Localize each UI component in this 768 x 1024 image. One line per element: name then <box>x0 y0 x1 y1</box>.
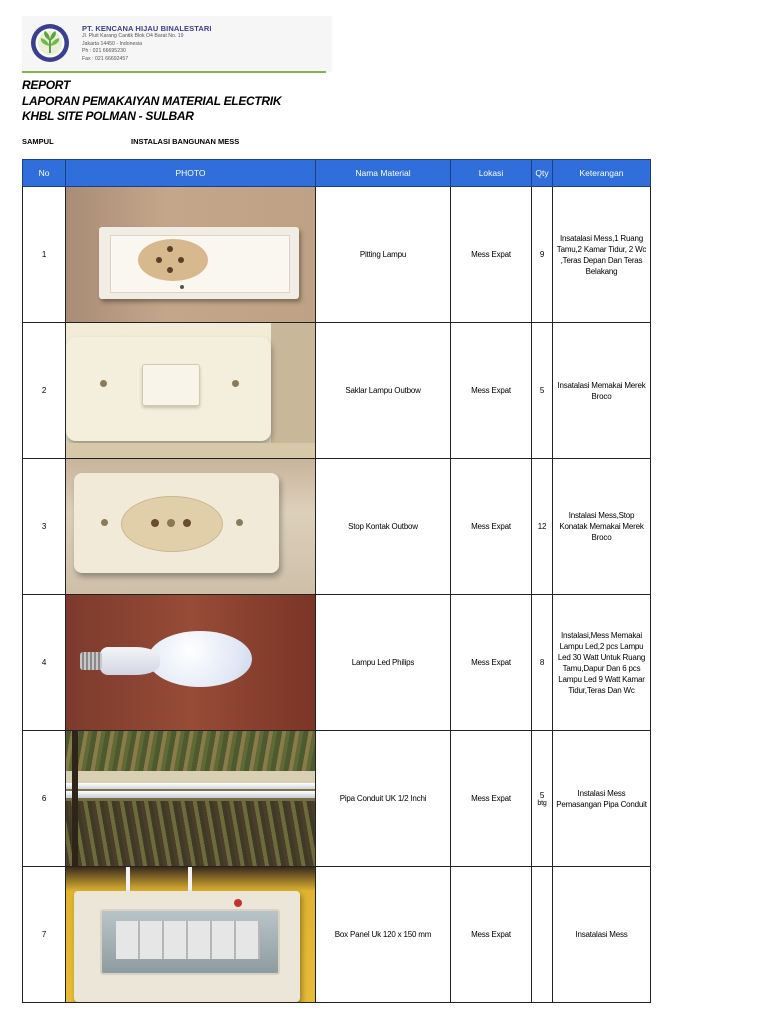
qty-value: 12 <box>537 522 547 531</box>
letterhead-rule <box>22 71 326 73</box>
cell-photo <box>66 731 316 867</box>
cell-lokasi: Mess Expat <box>451 731 532 867</box>
cell-keterangan: Instalasi,Mess Memakai Lampu Led,2 pcs Lampu Led 30 Watt Untuk Ruang Tamu,Dapur Dan 6 pcs Lampu Led 9 Watt Kamar Tidur,Teras Dan Wc <box>553 595 651 731</box>
header-qty: Qty <box>532 160 553 187</box>
cell-no: 4 <box>23 595 66 731</box>
header-lokasi: Lokasi <box>451 160 532 187</box>
cell-qty <box>532 731 553 867</box>
cell-no: 7 <box>23 867 66 1003</box>
cell-no: 1 <box>23 187 66 323</box>
cell-keterangan: Insatalasi Memakai Merek Broco <box>553 323 651 459</box>
title-line-2: LAPORAN PEMAKAIYAN MATERIAL ELECTRIK <box>22 93 282 108</box>
report-title <box>22 78 281 125</box>
cell-nama-material: Stop Kontak Outbow <box>316 459 451 595</box>
table-header-row <box>23 160 651 187</box>
material-table <box>22 159 651 1003</box>
cell-lokasi: Mess Expat <box>451 595 532 731</box>
cell-nama-material: Box Panel Uk 120 x 150 mm <box>316 867 451 1003</box>
cell-keterangan: Instalasi Mess,Stop Konatak Memakai Merek Broco <box>553 459 651 595</box>
fax-line: Fax : 021 66692457 <box>82 55 129 62</box>
company-logo-icon <box>30 23 70 63</box>
cell-photo <box>66 867 316 1003</box>
table-row <box>23 731 651 867</box>
header-keterangan: Keterangan <box>553 160 651 187</box>
address-line: Jakarta 14450 - Indonesia <box>82 40 142 47</box>
cell-keterangan: Insatalasi Mess,1 Ruang Tamu,2 Kamar Tidur, 2 Wc ,Teras Depan Dan Teras Belakang <box>553 187 651 323</box>
table-row <box>23 595 651 731</box>
cell-qty <box>532 187 553 323</box>
cell-nama-material: Lampu Led Philips <box>316 595 451 731</box>
cell-photo <box>66 187 316 323</box>
header-photo: PHOTO <box>66 160 316 187</box>
address-line: Jl. Pluit Karang Cantik Blok O4 Barat No. 19 <box>82 33 184 39</box>
letterhead <box>22 16 332 72</box>
cell-photo <box>66 323 316 459</box>
cell-photo <box>66 595 316 731</box>
qty-unit: btg <box>537 799 547 807</box>
sampul-value: INSTALASI BANGUNAN MESS <box>131 137 240 146</box>
title-line-1: REPORT <box>22 78 70 92</box>
cell-lokasi: Mess Expat <box>451 323 532 459</box>
sampul-label: SAMPUL <box>22 137 54 146</box>
table-row <box>23 867 651 1003</box>
socket-photo-icon <box>66 187 315 322</box>
qty-value: 9 <box>539 250 545 259</box>
cell-no: 2 <box>23 323 66 459</box>
company-info <box>82 24 212 63</box>
cell-nama-material: Pitting Lampu <box>316 187 451 323</box>
qty-value: 5 <box>539 790 545 800</box>
led-bulb-photo-icon <box>66 595 315 730</box>
cell-nama-material: Pipa Conduit UK 1/2 Inchi <box>316 731 451 867</box>
cell-lokasi: Mess Expat <box>451 867 532 1003</box>
outlet-photo-icon <box>66 459 315 594</box>
conduit-pipe-photo-icon <box>66 731 315 866</box>
qty-value: 8 <box>539 658 545 667</box>
cell-lokasi: Mess Expat <box>451 187 532 323</box>
table-row <box>23 323 651 459</box>
phone-line: Ph : 021 66695230 <box>82 48 126 55</box>
cell-keterangan: Insatalasi Mess <box>553 867 651 1003</box>
cell-no: 3 <box>23 459 66 595</box>
cell-nama-material: Saklar Lampu Outbow <box>316 323 451 459</box>
cell-photo <box>66 459 316 595</box>
qty-value: 5 <box>539 386 545 395</box>
header-no: No <box>23 160 66 187</box>
cell-qty <box>532 459 553 595</box>
cell-qty <box>532 323 553 459</box>
cell-keterangan: Instalasi Mess Pemasangan Pipa Conduit <box>553 731 651 867</box>
title-line-3: KHBL SITE POLMAN - SULBAR <box>22 109 194 123</box>
switch-photo-icon <box>66 323 315 458</box>
cell-qty <box>532 595 553 731</box>
cell-qty <box>532 867 553 1003</box>
company-name: PT. KENCANA HIJAU BINALESTARI <box>82 24 212 33</box>
table-row <box>23 187 651 323</box>
header-nama-material: Nama Material <box>316 160 451 187</box>
panel-box-photo-icon <box>66 867 315 1002</box>
table-row <box>23 459 651 595</box>
cell-lokasi: Mess Expat <box>451 459 532 595</box>
cell-no: 6 <box>23 731 66 867</box>
